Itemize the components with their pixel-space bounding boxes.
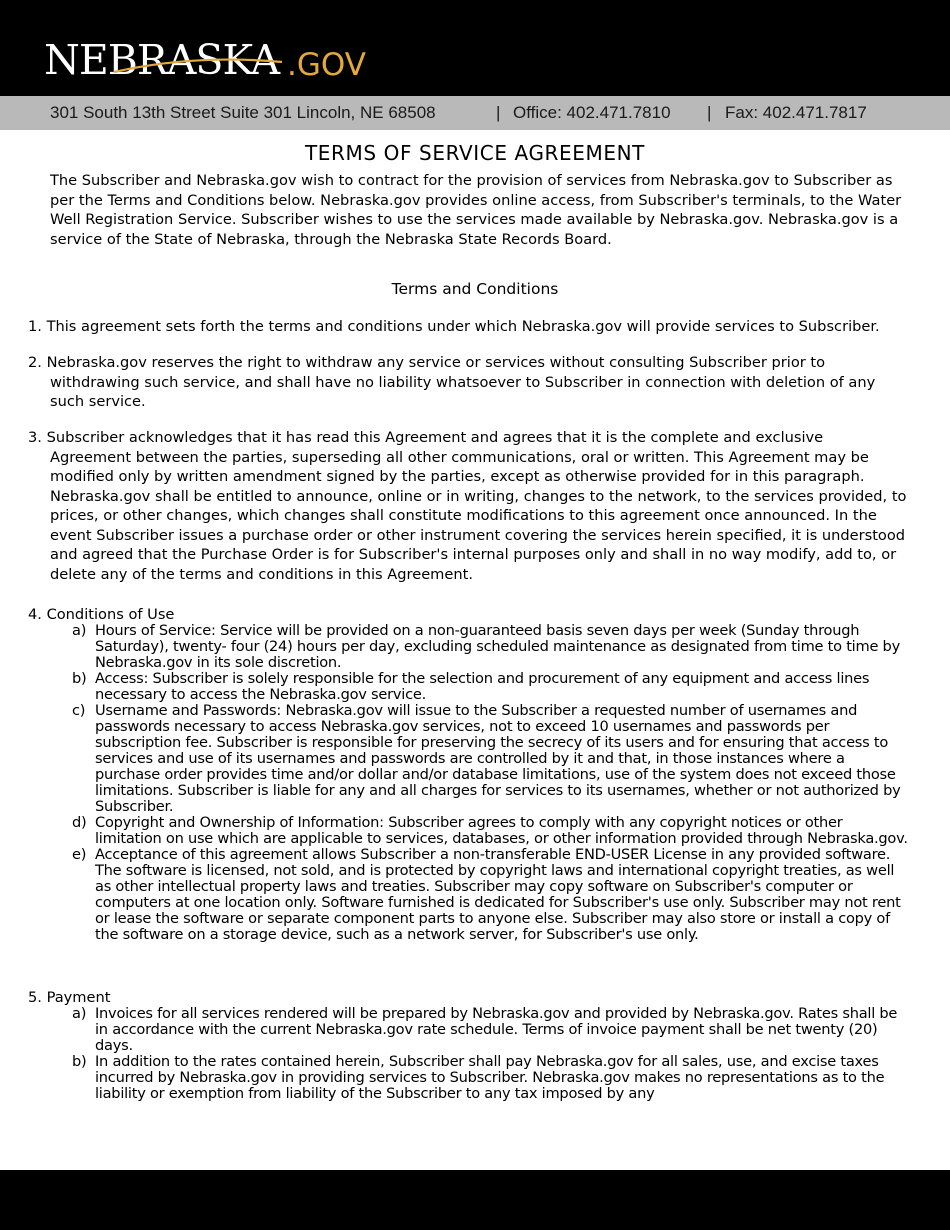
list-item (28, 1054, 908, 1102)
section-heading: 4. Conditions of Use (28, 606, 175, 623)
list-marker: b) (72, 1053, 87, 1070)
logo-suffix: .GOV (287, 47, 366, 83)
logo-wordmark: NEBRASKA (44, 36, 280, 84)
list-item (28, 623, 908, 671)
list-item-text: Acceptance of this agreement allows Subscriber a non-transferable END-USER License in any provided software. The software is licensed, not sold, and is protected by copyright laws and international copyright treaties, as well as other intellectual property laws and treaties. Subscriber may copy software on Subscriber's computer or computers at one location only. Software furnished is dedicated for Subscriber's use only. Subscriber may not rent or lease the software or separate component parts to anyone else. Subscriber may also store or install a copy of the software on a storage device, such as a network server, for Subscriber's use only. (95, 846, 901, 943)
intro-paragraph: The Subscriber and Nebraska.gov wish to contract for the provision of services from Nebraska.gov to Subscriber as per the Terms and Conditions below. Nebraska.gov provides online access, from Subscriber's terminals, to the Water Well Registration Service. Subscriber wishes to use the services made available by Nebraska.gov. Nebraska.gov is a service of the State of Nebraska, through the Nebraska State Records Board. (50, 172, 902, 248)
term-1: 1. This agreement sets forth the terms and conditions under which Nebraska.gov will provide services to Subscriber. (28, 318, 880, 335)
header-bar (0, 0, 950, 96)
address-text: 301 South 13th Street Suite 301 Lincoln, NE 68508 (50, 103, 436, 122)
list-item-text: Invoices for all services rendered will be prepared by Nebraska.gov and provided by Nebraska.gov. Rates shall be in accordance with the current Nebraska.gov rate schedule. Terms of invoice payment shall be net twenty (20) days. (95, 1005, 898, 1054)
list-item (28, 815, 908, 847)
fax-number: Fax: 402.471.7817 (725, 103, 867, 122)
term-3: 3. Subscriber acknowledges that it has read this Agreement and agrees that it is the complete and exclusive Agreement between the parties, superseding all other communications, oral or written. This Agreement may be modified only by written amendment signed by the parties, except as otherwise provided for in this paragraph. Nebraska.gov shall be entitled to announce, online or in writing, changes to the network, to the services provided, to prices, or other changes, which changes shall constitute modifications to this agreement once announced. In the event Subscriber issues a purchase order or other instrument covering the services herein specified, it is understood and agreed that the Purchase Order is for Subscriber's internal purposes only and shall in no way modify, add to, or delete any of the terms and conditions in this Agreement. (28, 429, 907, 583)
term-2: 2. Nebraska.gov reserves the right to withdraw any service or services without consulting Subscriber prior to withdrawing such service, and shall have no liability whatsoever to Subscriber in connection with deletion of any such service. (28, 354, 876, 410)
conditions-list (28, 623, 908, 943)
conditions-of-use-section (28, 606, 908, 943)
list-marker: e) (72, 846, 87, 863)
list-marker: d) (72, 814, 87, 831)
section-heading: 5. Payment (28, 989, 111, 1006)
list-marker: c) (72, 702, 86, 719)
list-item-text: Username and Passwords: Nebraska.gov will issue to the Subscriber a requested number of usernames and passwords necessary to access Nebraska.gov services, not to exceed 10 usernames and passwords per subscription fee. Subscriber is responsible for preserving the secrecy of its users and for ensuring that access to services and use of its usernames and passwords are controlled by it and that, in those instances where a purchase order provides time and/or dollar and/or database limitations, use of the system does not exceed those limitations. Subscriber is liable for any and all charges for services to its usernames, whether or not authorized by Subscriber. (95, 702, 901, 815)
list-item (28, 671, 908, 703)
list-marker: a) (72, 1005, 87, 1022)
office-phone: Office: 402.471.7810 (513, 103, 671, 122)
payment-section (28, 989, 908, 1102)
nebraska-gov-logo (44, 18, 384, 88)
list-item-text: In addition to the rates contained herein, Subscriber shall pay Nebraska.gov for all sales, use, and excise taxes incurred by Nebraska.gov in providing services to Subscriber. Nebraska.gov makes no representations as to the liability or exemption from liability of the Subscriber to any tax imposed by any (95, 1053, 885, 1102)
contact-bar (0, 96, 950, 130)
separator: | (707, 103, 712, 122)
separator: | (496, 103, 501, 122)
list-item-text: Access: Subscriber is solely responsible for the selection and procurement of any equipment and access lines necessary to access the Nebraska.gov service. (95, 670, 870, 703)
page-title: TERMS OF SERVICE AGREEMENT (304, 141, 645, 165)
list-marker: a) (72, 622, 87, 639)
list-item (28, 703, 908, 815)
terms-heading: Terms and Conditions (391, 280, 559, 298)
list-item (28, 1006, 908, 1054)
list-item-text: Copyright and Ownership of Information: Subscriber agrees to comply with any copyright notices or other limitation on use which are applicable to services, databases, or other information provided through Nebraska.gov. (95, 814, 908, 847)
payment-list (28, 1006, 908, 1102)
list-marker: b) (72, 670, 87, 687)
list-item-text: Hours of Service: Service will be provided on a non-guaranteed basis seven days per week (Sunday through Saturday), twenty- four (24) hours per day, excluding scheduled maintenance as designated from time to time by Nebraska.gov in its sole discretion. (95, 622, 900, 671)
footer-bar (0, 1170, 950, 1230)
list-item (28, 847, 908, 943)
